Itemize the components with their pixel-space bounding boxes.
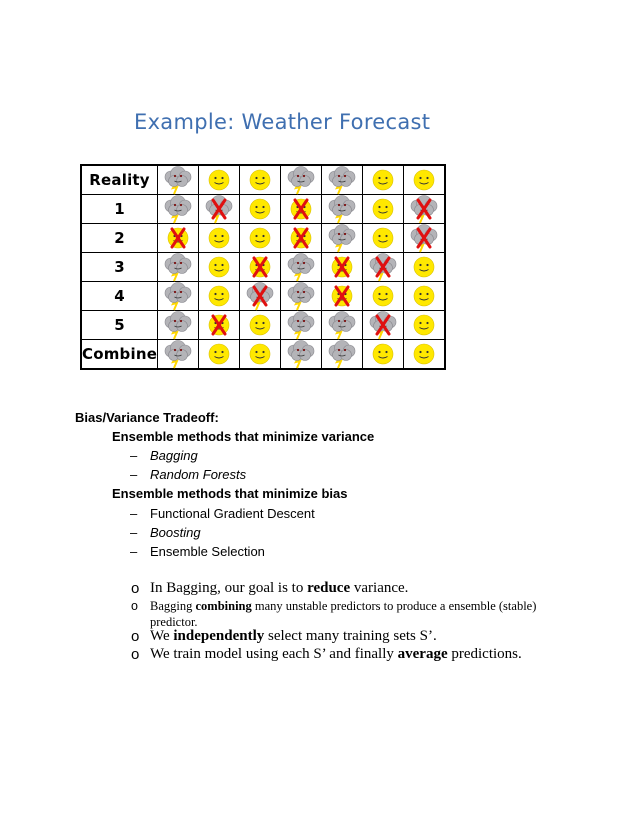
storm-cloud-icon	[160, 282, 196, 310]
forecast-cell	[404, 195, 446, 224]
bullet-bagging-combining	[131, 598, 571, 630]
variance-heading: Ensemble methods that minimize variance	[112, 429, 375, 444]
storm-cloud-icon	[201, 195, 237, 223]
forecast-cell	[363, 253, 404, 282]
smiling-sun-icon	[406, 282, 442, 310]
storm-cloud-icon	[160, 195, 196, 223]
row-label: 2	[81, 224, 158, 253]
forecast-cell	[281, 311, 322, 340]
dash-marker: –	[130, 448, 138, 463]
forecast-cell	[281, 253, 322, 282]
smiling-sun-icon	[365, 340, 401, 368]
weather-forecast-table	[80, 164, 446, 370]
storm-cloud-icon	[283, 340, 319, 368]
forecast-cell	[158, 224, 199, 253]
forecast-cell	[322, 282, 363, 311]
bullet-text: Bagging	[150, 599, 196, 613]
bullet-train-average	[131, 646, 571, 663]
bullet-bold-text: independently	[173, 628, 265, 644]
bullet-text: many unstable predictors to produce a ensemble (stable) predictor.	[150, 599, 537, 629]
storm-cloud-icon	[160, 311, 196, 339]
smiling-sun-icon	[242, 224, 278, 252]
smiling-sun-icon	[406, 253, 442, 281]
forecast-cell	[199, 340, 240, 370]
list-item-random-forests	[130, 467, 246, 482]
list-item-label: Bagging	[150, 448, 198, 463]
smiling-sun-icon	[406, 340, 442, 368]
row-label: 4	[81, 282, 158, 311]
storm-cloud-icon	[324, 166, 360, 194]
smiling-sun-icon	[365, 224, 401, 252]
storm-cloud-icon	[324, 195, 360, 223]
forecast-cell	[199, 311, 240, 340]
dash-marker: –	[130, 525, 138, 540]
bullet-text: We	[150, 628, 174, 644]
forecast-cell	[322, 311, 363, 340]
forecast-cell	[363, 195, 404, 224]
forecast-cell	[281, 282, 322, 311]
forecast-cell	[199, 224, 240, 253]
list-item-functional-gradient-descent	[130, 506, 315, 521]
list-item-label: Functional Gradient Descent	[150, 506, 315, 521]
storm-cloud-icon	[160, 340, 196, 368]
smiling-sun-icon	[365, 282, 401, 310]
forecast-cell	[240, 340, 281, 370]
smiling-sun-icon	[201, 282, 237, 310]
dash-marker: –	[130, 467, 138, 482]
storm-cloud-icon	[283, 166, 319, 194]
forecast-cell	[404, 253, 446, 282]
forecast-cell	[363, 282, 404, 311]
forecast-cell	[363, 224, 404, 253]
dash-marker: –	[130, 506, 138, 521]
storm-cloud-icon	[283, 253, 319, 281]
bullet-text: variance.	[350, 580, 409, 596]
smiling-sun-icon	[242, 166, 278, 194]
storm-cloud-icon	[242, 282, 278, 310]
forecast-cell	[322, 195, 363, 224]
list-item-ensemble-selection	[130, 544, 265, 559]
smiling-sun-icon	[201, 253, 237, 281]
bullet-marker: o	[131, 599, 138, 613]
bullet-bold-text: combining	[195, 599, 252, 613]
storm-cloud-icon	[283, 311, 319, 339]
bullet-marker: o	[131, 646, 140, 663]
bullet-bold-text: average	[397, 646, 448, 662]
forecast-cell	[240, 195, 281, 224]
smiling-sun-icon	[201, 311, 237, 339]
forecast-cell	[199, 165, 240, 195]
forecast-cell	[404, 282, 446, 311]
storm-cloud-icon	[324, 340, 360, 368]
forecast-cell	[240, 224, 281, 253]
forecast-cell	[281, 340, 322, 370]
forecast-cell	[199, 195, 240, 224]
bullet-marker: o	[131, 580, 140, 597]
smiling-sun-icon	[365, 195, 401, 223]
forecast-cell	[240, 311, 281, 340]
forecast-cell	[158, 253, 199, 282]
bullet-bold-text: reduce	[307, 580, 351, 596]
page-title: Example: Weather Forecast	[134, 110, 431, 134]
smiling-sun-icon	[160, 224, 196, 252]
storm-cloud-icon	[365, 253, 401, 281]
bullet-text: In Bagging, our goal is to	[150, 580, 308, 596]
forecast-cell	[199, 253, 240, 282]
bullet-text: select many training sets S’.	[264, 628, 437, 644]
list-item-label: Boosting	[150, 525, 201, 540]
row-label: 5	[81, 311, 158, 340]
forecast-cell	[158, 195, 199, 224]
smiling-sun-icon	[283, 224, 319, 252]
forecast-cell	[158, 282, 199, 311]
storm-cloud-icon	[365, 311, 401, 339]
smiling-sun-icon	[201, 166, 237, 194]
smiling-sun-icon	[406, 166, 442, 194]
list-item-label: Ensemble Selection	[150, 544, 265, 559]
forecast-cell	[240, 253, 281, 282]
bullet-text: We train model using each S’ and finally	[150, 646, 398, 662]
smiling-sun-icon	[324, 253, 360, 281]
dash-marker: –	[130, 544, 138, 559]
smiling-sun-icon	[201, 224, 237, 252]
forecast-cell	[281, 224, 322, 253]
storm-cloud-icon	[406, 224, 442, 252]
bullet-independently-select	[131, 628, 571, 645]
forecast-cell	[158, 165, 199, 195]
storm-cloud-icon	[160, 166, 196, 194]
row-label: Combine	[81, 340, 158, 370]
smiling-sun-icon	[242, 195, 278, 223]
row-label: 1	[81, 195, 158, 224]
storm-cloud-icon	[406, 195, 442, 223]
storm-cloud-icon	[283, 282, 319, 310]
forecast-cell	[322, 165, 363, 195]
table-row	[81, 311, 445, 340]
row-label: 3	[81, 253, 158, 282]
smiling-sun-icon	[242, 253, 278, 281]
forecast-cell	[363, 165, 404, 195]
forecast-cell	[281, 165, 322, 195]
list-item-boosting	[130, 525, 201, 540]
forecast-cell	[404, 165, 446, 195]
forecast-cell	[322, 340, 363, 370]
tradeoff-heading: Bias/Variance Tradeoff:	[75, 410, 219, 425]
smiling-sun-icon	[365, 166, 401, 194]
forecast-cell	[199, 282, 240, 311]
table-row	[81, 195, 445, 224]
bullet-marker: o	[131, 628, 140, 645]
smiling-sun-icon	[324, 282, 360, 310]
table-row	[81, 340, 445, 370]
smiling-sun-icon	[201, 340, 237, 368]
smiling-sun-icon	[242, 340, 278, 368]
storm-cloud-icon	[324, 224, 360, 252]
bullet-text: predictions.	[447, 646, 522, 662]
table-row	[81, 165, 445, 195]
smiling-sun-icon	[406, 311, 442, 339]
forecast-cell	[404, 224, 446, 253]
table-row	[81, 253, 445, 282]
forecast-cell	[363, 340, 404, 370]
forecast-cell	[363, 311, 404, 340]
bullet-bagging-goal	[131, 580, 571, 597]
smiling-sun-icon	[283, 195, 319, 223]
smiling-sun-icon	[242, 311, 278, 339]
storm-cloud-icon	[160, 253, 196, 281]
forecast-cell	[240, 165, 281, 195]
forecast-cell	[281, 195, 322, 224]
table-row	[81, 282, 445, 311]
forecast-cell	[322, 224, 363, 253]
forecast-cell	[322, 253, 363, 282]
forecast-cell	[240, 282, 281, 311]
list-item-label: Random Forests	[150, 467, 247, 482]
forecast-cell	[404, 340, 446, 370]
list-item-bagging	[130, 448, 198, 463]
forecast-cell	[158, 311, 199, 340]
table-row	[81, 224, 445, 253]
forecast-cell	[404, 311, 446, 340]
bias-heading: Ensemble methods that minimize bias	[112, 486, 348, 501]
row-label: Reality	[81, 165, 158, 195]
storm-cloud-icon	[324, 311, 360, 339]
forecast-cell	[158, 340, 199, 370]
